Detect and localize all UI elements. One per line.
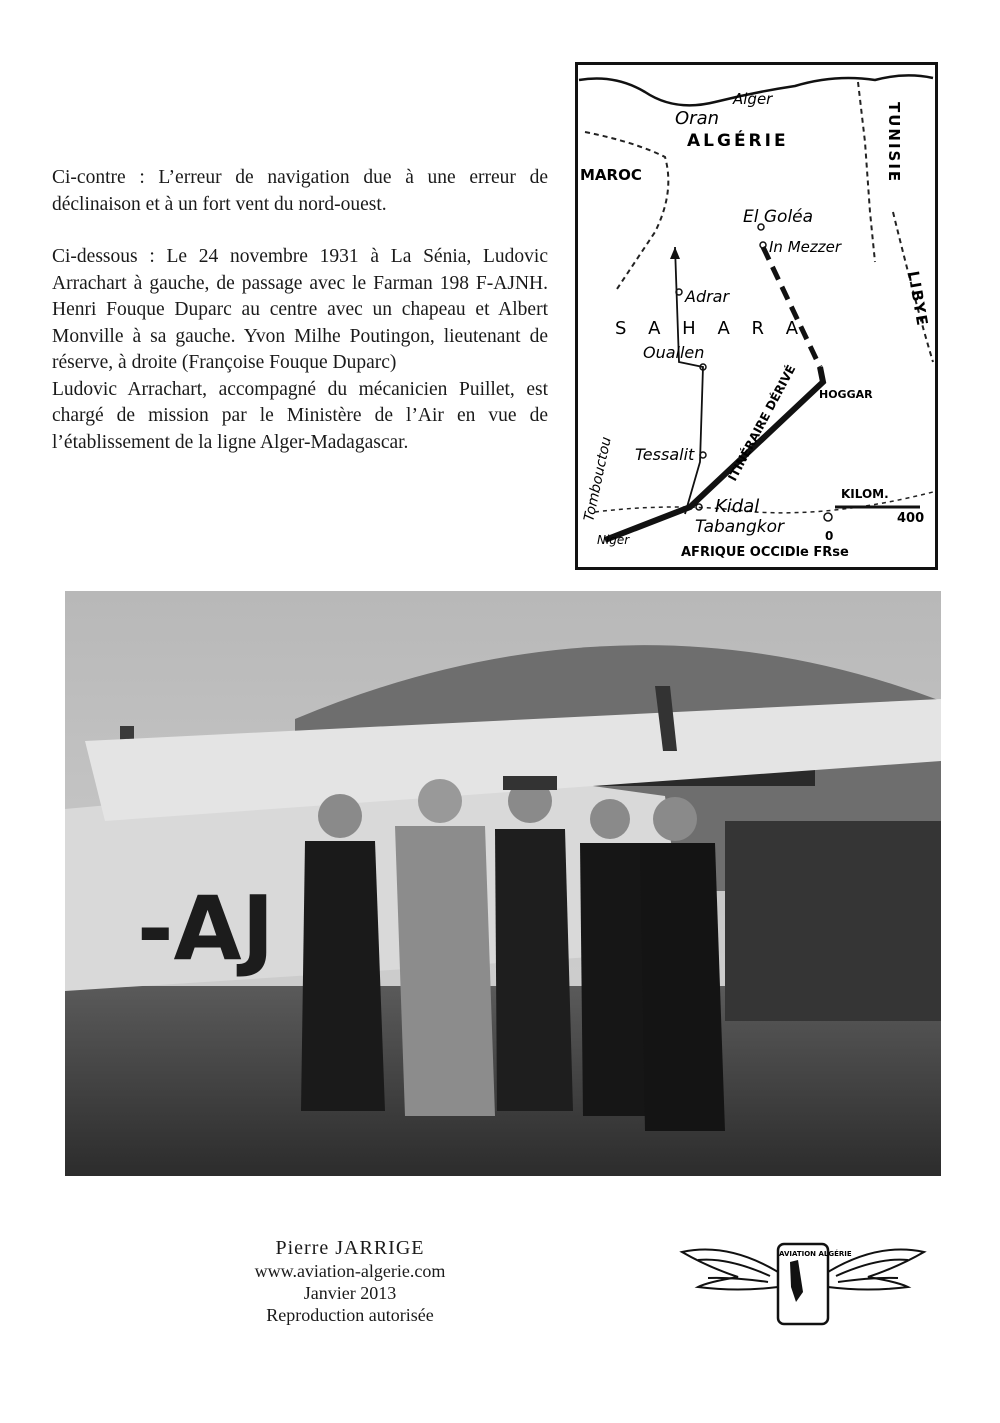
- logo-text: AVIATION ALGÉRIE: [779, 1250, 852, 1258]
- navigation-map: [575, 62, 938, 570]
- footer-website: www.aviation-algerie.com: [254, 1261, 446, 1281]
- map-label-kilom: KILOM.: [841, 487, 889, 501]
- map-label-itineraire: ITINÉRAIRE DÉRIVÉ: [725, 362, 799, 484]
- map-label-niger: Niger: [597, 533, 630, 547]
- logo-left-wing: [682, 1250, 778, 1290]
- map-label-sahara: S A H A R A: [615, 318, 807, 339]
- caption-map-note: Ci-contre : L’erreur de navigation due à une erreur de déclinaison et à un fort vent du nord-ouest.: [52, 167, 548, 215]
- map-label-oran: Oran: [675, 108, 720, 129]
- map-label-algerie: ALGÉRIE: [687, 131, 789, 151]
- footer-rights: Reproduction autorisée: [266, 1305, 434, 1325]
- map-label-kidal: Kidal: [715, 496, 760, 517]
- map-label-scale-400: 400: [897, 511, 925, 526]
- map-label-tunisie: TUNISIE: [885, 102, 903, 184]
- map-label-adrar: Adrar: [685, 287, 730, 306]
- caption-photo-note: Ci-dessous : Le 24 novembre 1931 à La Sénia, Ludovic Arrachart à gauche, de passage avec le Farman 198 F-AJNH. Henri Fouque Duparc au centre avec un chapeau et Albert Monville à sa gauche. Yvon Milhe Poutingon, lieutenant de réserve, à droite (Françoise Fouque Duparc): [52, 246, 548, 373]
- map-label-maroc: MAROC: [580, 166, 642, 184]
- map-label-in-mezzer: In Mezzer: [769, 238, 842, 256]
- map-label-alger: Alger: [733, 90, 773, 108]
- caption-mission-note: Ludovic Arrachart, accompagné du mécanicien Puillet, est chargé de mission par le Ministère de l’Air en vue de l’établissement de la ligne Alger-Madagascar.: [52, 378, 548, 453]
- footer-credits: [200, 1236, 500, 1326]
- map-label-libye: LIBYE: [904, 269, 932, 329]
- photo-person-arrachart: [301, 794, 385, 1111]
- caption-block: [52, 165, 548, 456]
- archive-photo: [65, 591, 941, 1176]
- paragraph-spacer: [52, 218, 548, 244]
- map-label-scale-zero: 0: [825, 529, 834, 543]
- map-label-tessalit: Tessalit: [635, 445, 695, 464]
- map-label-afrique: AFRIQUE OCCIDle FRse: [681, 545, 849, 560]
- photo-person-monville: [580, 799, 650, 1116]
- photo-person-milhe: [640, 797, 725, 1131]
- photo-crowd: [725, 821, 941, 1021]
- map-label-tabangkor: Tabangkor: [695, 517, 785, 537]
- map-label-el-golea: El Goléa: [743, 207, 814, 227]
- photo-person-light-suit: [395, 779, 495, 1116]
- photo-registration: -AJ: [137, 877, 275, 980]
- map-label-ouallen: Ouallen: [643, 343, 705, 362]
- footer-author: Pierre JARRIGE: [275, 1237, 425, 1259]
- footer-date: Janvier 2013: [303, 1283, 397, 1303]
- map-label-hoggar: HOGGAR: [819, 388, 873, 401]
- aviation-algerie-logo: [678, 1232, 928, 1332]
- map-label-tombouctou: Tombouctou: [581, 435, 615, 523]
